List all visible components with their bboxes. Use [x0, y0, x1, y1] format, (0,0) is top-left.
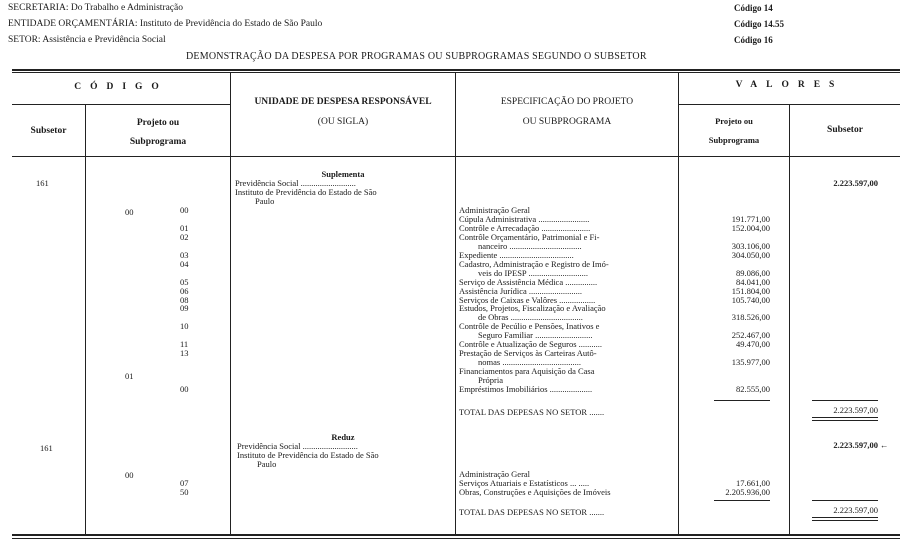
item-specification: Contrôle de Pecúlio e Pensões, Inativos e — [459, 321, 600, 332]
item-code: 02 — [180, 231, 189, 242]
item-code: 05 — [180, 276, 189, 287]
item-value: 2.205.936,00 — [725, 486, 770, 497]
section1-subsetor-code: 161 — [36, 178, 49, 188]
section2-subsetor-code: 161 — [40, 443, 53, 453]
item-specification: Contrôle e Atualização de Seguros ........... — [459, 339, 603, 350]
section1-projeto2-code: 01 — [125, 371, 134, 381]
item-specification: Cadastro, Administração e Registro de Imó- — [459, 258, 609, 269]
item-specification: nomas ..................................... — [478, 357, 581, 368]
item-code: 10 — [180, 321, 189, 332]
item-value: 191.771,00 — [731, 213, 770, 224]
item-value: 17.661,00 — [736, 477, 770, 488]
section-reduz-title: Reduz — [331, 432, 355, 442]
col-divider-valores — [789, 104, 790, 534]
item-value: 304.050,00 — [731, 249, 770, 260]
item-code: 04 — [180, 258, 189, 269]
item-specification: Serviços de Caixas e Valôres ................. — [459, 294, 596, 305]
item-specification: Administração Geral — [459, 205, 531, 215]
codigo-entidade: Código 14.55 — [734, 19, 785, 29]
valores-header: VALORES — [735, 80, 844, 90]
item-code: 00 — [180, 205, 189, 215]
section1-unit-2: Instituto de Previdência do Estado de São — [235, 187, 377, 197]
item-value: 252.467,00 — [731, 330, 770, 341]
item-value: 89.086,00 — [736, 267, 770, 278]
section1-total-value: 2.223.597,00 — [833, 405, 878, 415]
secretaria-line: SECRETARIA: Do Trabalho e Administração — [8, 3, 183, 13]
section2-unit-2: Instituto de Previdência do Estado de São — [237, 450, 379, 460]
item-code: 00 — [180, 384, 189, 394]
projeto-col-header-2: Subprograma — [129, 137, 187, 147]
item-value: 151.804,00 — [731, 285, 770, 296]
codigo-under-rule — [12, 104, 230, 105]
item-specification: Seguro Familiar ........................... — [478, 330, 593, 341]
unidade-col-header-1: UNIDADE DE DESPESA RESPONSÁVEL — [254, 97, 432, 107]
item-specification: Assistência Jurídica ......................... — [459, 285, 582, 296]
table-bottom-rule — [12, 534, 900, 536]
setor-line: SETOR: Assistência e Previdência Social — [8, 35, 166, 45]
section1-total-label: TOTAL DAS DEPESAS NO SETOR ....... — [459, 407, 605, 417]
table-top-rule-2 — [12, 72, 900, 73]
section1-unit-1: Previdência Social .......................... — [235, 178, 356, 188]
section1-total-rule-1 — [812, 417, 878, 418]
section2-unit-1: Previdência Social .......................... — [237, 441, 358, 451]
section2-total-label: TOTAL DAS DEPESAS NO SETOR ....... — [459, 507, 605, 517]
item-value: 303.106,00 — [731, 240, 770, 251]
item-specification: Administração Geral — [459, 469, 531, 479]
section2-total-value: 2.223.597,00 — [833, 505, 878, 515]
section2-total-rule-1 — [812, 517, 878, 518]
table-bottom-rule-2 — [12, 538, 900, 539]
section1-projeto-code: 00 — [125, 207, 134, 217]
unidade-col-header-2: (OU SIGLA) — [317, 117, 369, 127]
item-specification: Obras, Construções e Aquisições de Imóveis — [459, 486, 611, 497]
section1-subsetor-value: 2.223.597,00 — [833, 178, 878, 188]
col-divider-subsetor — [85, 104, 86, 534]
item-value: 152.004,00 — [731, 222, 770, 233]
val-projeto-header-2: Subprograma — [708, 135, 760, 145]
col-divider-projeto — [230, 72, 231, 534]
codigo-header: CÓDIGO — [74, 82, 168, 92]
col-divider-unidade — [455, 72, 456, 534]
item-specification: Contrôle e Arrecadação ....................... — [459, 222, 591, 233]
section2-sub-sum-rule — [812, 500, 878, 501]
espec-col-header-2: OU SUBPROGRAMA — [522, 117, 612, 127]
codigo-secretaria: Código 14 — [734, 3, 773, 13]
item-value: 49.470,00 — [736, 339, 770, 350]
header-bottom-rule — [12, 156, 900, 157]
item-specification: Expediente ................................... — [459, 249, 574, 260]
val-projeto-header-1: Projeto ou — [715, 116, 753, 126]
subsetor-col-header: Subsetor — [30, 126, 67, 136]
section2-proj-sum-rule — [714, 500, 770, 501]
item-value: 135.977,00 — [731, 357, 770, 368]
section1-total-rule-2 — [812, 420, 878, 421]
item-value: 318.526,00 — [731, 312, 770, 323]
item-specification: nanceiro .................................. — [478, 240, 582, 251]
val-subsetor-header: Subsetor — [827, 125, 863, 135]
item-code: 01 — [180, 222, 189, 233]
item-specification: Financiamentos para Aquisição da Casa — [459, 366, 595, 377]
item-value: 82.555,00 — [736, 384, 770, 394]
item-code: 50 — [180, 486, 189, 497]
espec-col-header-1: ESPECIFICAÇÃO DO PROJETO — [500, 97, 634, 107]
projeto-col-header-1: Projeto ou — [136, 118, 180, 128]
document-title: DEMONSTRAÇÃO DA DESPESA POR PROGRAMAS OU SUBPROGRAMAS SEGUNDO O SUBSETOR — [186, 51, 647, 62]
item-specification: Empréstimos Imobiliários .................... — [459, 384, 593, 394]
section2-subsetor-value: 2.223.597,00 — [833, 440, 878, 450]
section2-projeto-code: 00 — [125, 470, 134, 480]
section1-unit-3: Paulo — [255, 196, 275, 206]
item-specification: Contrôle Orçamentário, Patrimonial e Fi- — [459, 231, 600, 242]
section1-proj-sum-rule — [714, 400, 770, 401]
table-top-rule — [12, 69, 900, 71]
section-suplementa-title: Suplementa — [321, 169, 365, 179]
item-code: 09 — [180, 303, 189, 314]
item-specification: Própria — [478, 375, 504, 386]
item-value: 105.740,00 — [731, 294, 770, 305]
item-code: 08 — [180, 294, 189, 305]
item-specification: Prestação de Serviços às Carteiras Autô- — [459, 348, 597, 359]
item-code: 06 — [180, 285, 189, 296]
codigo-setor: Código 16 — [734, 35, 773, 45]
item-code: 13 — [180, 348, 189, 359]
item-specification: de Obras .................................. — [478, 312, 583, 323]
item-specification: Serviço de Assistência Médica ............... — [459, 276, 598, 287]
item-value: 84.041,00 — [736, 276, 770, 287]
item-specification: Estudos, Projetos, Fiscalização e Avaliação — [459, 303, 606, 314]
section2-total-rule-2 — [812, 520, 878, 521]
entidade-line: ENTIDADE ORÇAMENTÁRIA: Instituto de Previdência do Estado de São Paulo — [8, 19, 323, 29]
item-code: 03 — [180, 249, 189, 260]
item-specification: veis do IPESP ............................ — [478, 267, 588, 278]
section2-unit-3: Paulo — [257, 459, 277, 469]
section2-arrow-mark: ← — [880, 440, 889, 450]
item-code: 07 — [180, 477, 189, 488]
item-specification: Cúpula Administrativa ........................ — [459, 213, 590, 224]
item-specification: Serviços Atuariais e Estatísticos ... ..... — [459, 477, 590, 488]
section1-sub-sum-rule — [812, 400, 878, 401]
item-code: 11 — [180, 339, 189, 350]
